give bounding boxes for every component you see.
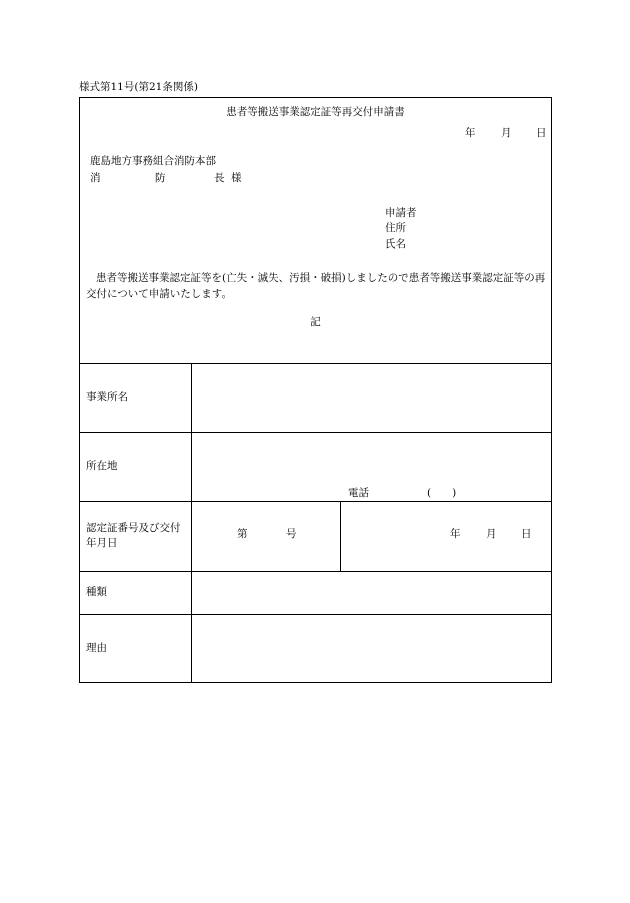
- cert-year: 年: [450, 528, 461, 540]
- cert-go: 号: [286, 528, 297, 540]
- form-number: 様式第11号(第21条関係): [79, 81, 198, 93]
- addressee-org: 鹿島地方事務組合消防本部: [90, 155, 216, 167]
- date-year: 年: [465, 127, 476, 139]
- addressee-honorific: 様: [231, 172, 242, 184]
- applicant-address-label: 住所: [385, 222, 406, 234]
- cert-split-rule: [340, 501, 341, 571]
- office-name-label: 事業所名: [86, 391, 128, 403]
- date-day: 日: [536, 127, 547, 139]
- ki-heading: 記: [310, 316, 321, 328]
- cert-label: 認定証番号及び交付年月日: [86, 522, 181, 550]
- phone-label: 電話: [348, 487, 369, 499]
- application-form: [79, 97, 552, 683]
- applicant-name-label: 氏名: [385, 238, 406, 250]
- cert-dai: 第: [237, 528, 248, 540]
- type-label: 種類: [86, 586, 107, 598]
- reason-label: 理由: [86, 642, 107, 654]
- row-rule-2: [80, 501, 551, 502]
- cert-month: 月: [486, 528, 497, 540]
- date-month: 月: [501, 127, 512, 139]
- location-label: 所在地: [86, 460, 118, 472]
- location-field[interactable]: [192, 433, 551, 483]
- cert-number-field[interactable]: [255, 523, 280, 547]
- addressee-char-3: 長: [214, 172, 225, 184]
- form-title: 患者等搬送事業認定証等再交付申請書: [226, 106, 405, 118]
- phone-paren: ( ): [427, 487, 457, 499]
- addressee-char-1: 消: [90, 172, 101, 184]
- type-field[interactable]: [192, 572, 551, 614]
- addressee-char-2: 防: [155, 172, 166, 184]
- office-name-field[interactable]: [192, 364, 551, 432]
- request-body-text: 患者等搬送事業認定証等を(亡失・滅失、汚損・破損)しましたので患者等搬送事業認定証等の再交付について申請いたします。: [86, 272, 546, 301]
- applicant-label: 申請者: [385, 207, 417, 219]
- reason-field[interactable]: [192, 615, 551, 682]
- cert-day: 日: [521, 528, 532, 540]
